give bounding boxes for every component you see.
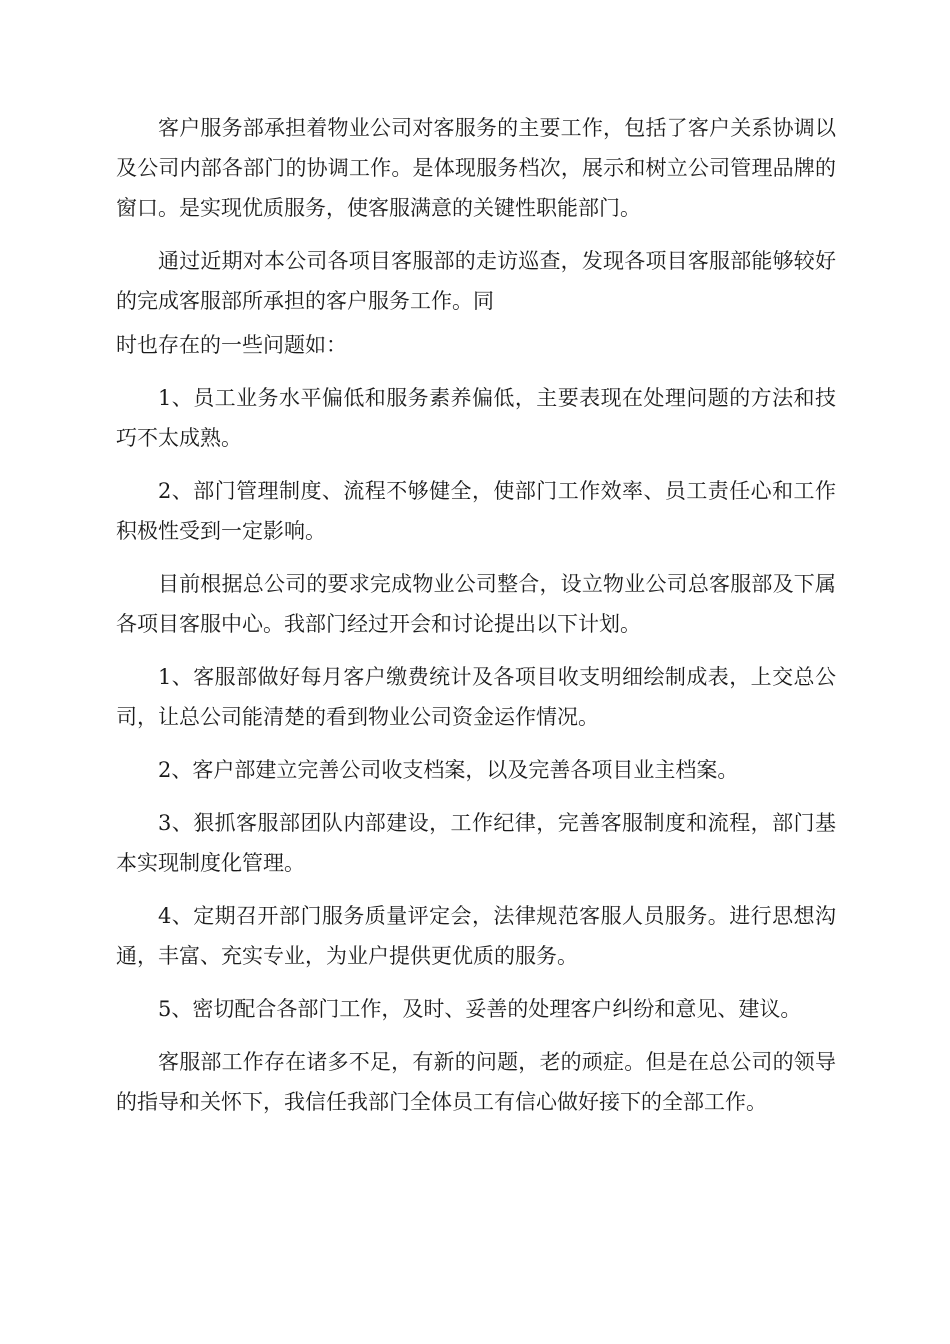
issues-lead-paragraph: 时也存在的一些问题如：: [116, 333, 347, 357]
document-body: [116, 108, 836, 1135]
plan-item-5: 5、密切配合各部门工作，及时、妥善的处理客户纠纷和意见、建议。: [158, 997, 802, 1021]
plan-item-1: 1、客服部做好每月客户缴费统计及各项目收支明细绘制成表，上交总公司，让总公司能清楚的看到物业公司资金运作情况。: [116, 665, 836, 729]
plan-item-4: 4、定期召开部门服务质量评定会，法律规范客服人员服务。进行思想沟通，丰富、充实专业，为业户提供更优质的服务。: [116, 904, 836, 968]
inspection-paragraph: 通过近期对本公司各项目客服部的走访巡查，发现各项目客服部能够较好的完成客服部所承担的客户服务工作。同: [116, 249, 836, 313]
plan-item-2: 2、客户部建立完善公司收支档案，以及完善各项目业主档案。: [158, 758, 739, 782]
plan-intro-paragraph: 目前根据总公司的要求完成物业公司整合，设立物业公司总客服部及下属各项目客服中心。我部门经过开会和讨论提出以下计划。: [116, 572, 836, 636]
plan-item-3: 3、狠抓客服部团队内部建设，工作纪律，完善客服制度和流程，部门基本实现制度化管理。: [116, 811, 836, 875]
issue-item-1: 1、员工业务水平偏低和服务素养偏低，主要表现在处理问题的方法和技巧不太成熟。: [116, 386, 836, 450]
conclusion-paragraph: 客服部工作存在诸多不足，有新的问题，老的顽症。但是在总公司的领导的指导和关怀下，我信任我部门全体员工有信心做好接下的全部工作。: [116, 1050, 836, 1114]
intro-paragraph: 客户服务部承担着物业公司对客服务的主要工作，包括了客户关系协调以及公司内部各部门的协调工作。是体现服务档次，展示和树立公司管理品牌的窗口。是实现优质服务，使客服满意的关键性职能部门。: [116, 116, 836, 220]
issue-item-2: 2、部门管理制度、流程不够健全，使部门工作效率、员工责任心和工作积极性受到一定影响。: [116, 479, 836, 543]
